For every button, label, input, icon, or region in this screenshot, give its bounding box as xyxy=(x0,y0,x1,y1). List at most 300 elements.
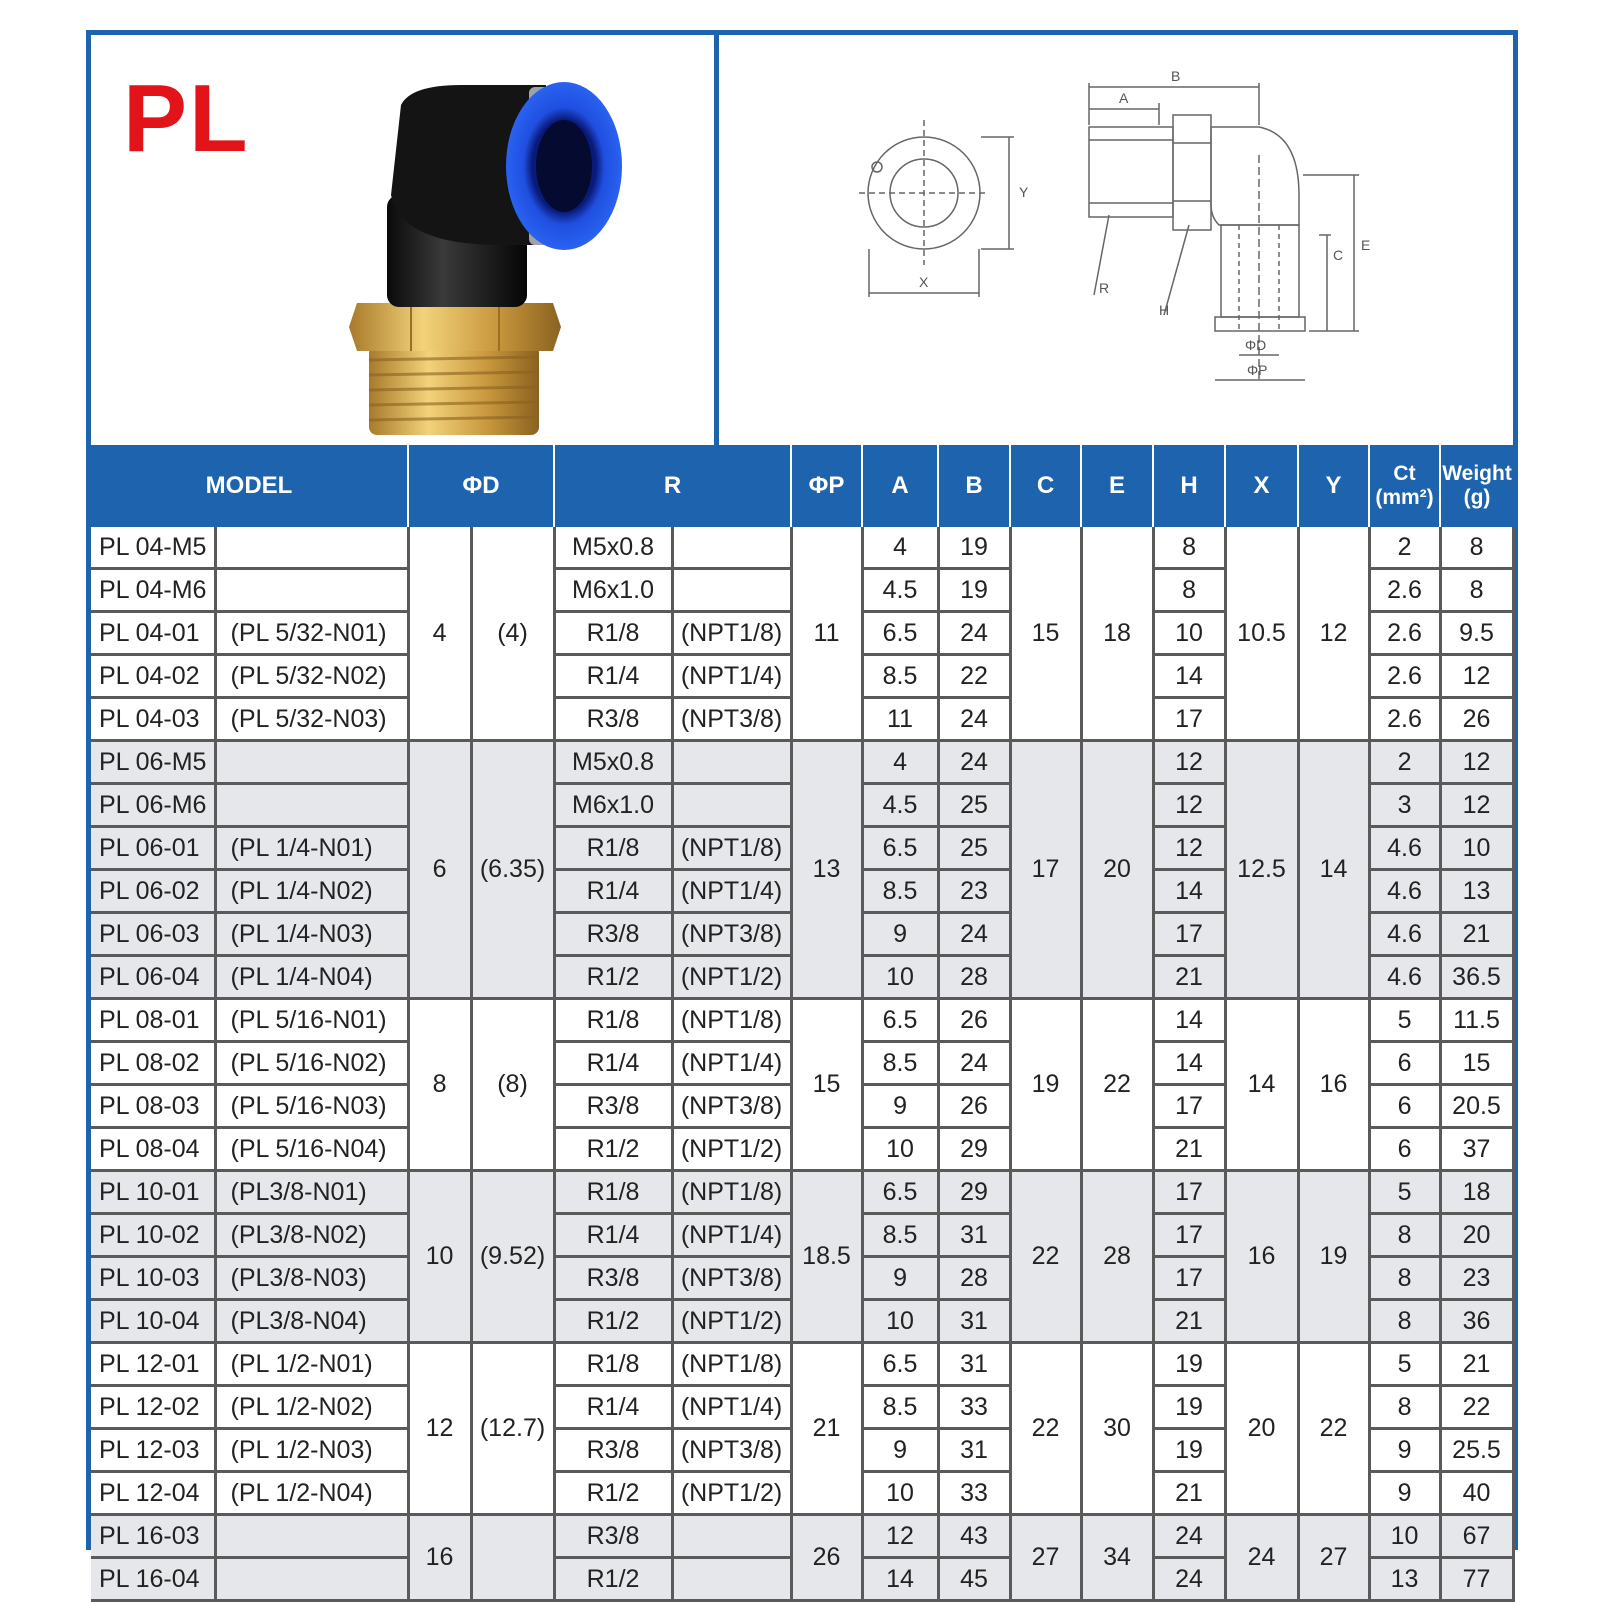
cell-op: 11 xyxy=(791,527,862,741)
cell-alt-model: (PL 1/2-N03) xyxy=(215,1429,408,1472)
cell-r: M5x0.8 xyxy=(554,741,672,784)
cell-r: R1/2 xyxy=(554,1472,672,1515)
drawing-label-e: E xyxy=(1361,237,1371,253)
cell-ct: 9 xyxy=(1369,1472,1440,1515)
cell-r: R1/8 xyxy=(554,612,672,655)
cell-a: 10 xyxy=(862,956,938,999)
cell-model: PL 04-M5 xyxy=(91,527,215,569)
cell-npt xyxy=(672,1515,791,1558)
cell-h: 24 xyxy=(1153,1558,1225,1601)
cell-a: 8.5 xyxy=(862,655,938,698)
cell-h: 19 xyxy=(1153,1429,1225,1472)
cell-h: 17 xyxy=(1153,1085,1225,1128)
cell-a: 8.5 xyxy=(862,870,938,913)
cell-ct: 3 xyxy=(1369,784,1440,827)
cell-npt: (NPT3/8) xyxy=(672,913,791,956)
cell-model: PL 08-03 xyxy=(91,1085,215,1128)
cell-b: 43 xyxy=(938,1515,1010,1558)
cell-e: 22 xyxy=(1081,999,1153,1171)
technical-drawing xyxy=(719,35,1513,445)
cell-alt-model: (PL 5/16-N01) xyxy=(215,999,408,1042)
cell-alt-model xyxy=(215,569,408,612)
cell-h: 14 xyxy=(1153,1042,1225,1085)
cell-h: 17 xyxy=(1153,698,1225,741)
cell-a: 6.5 xyxy=(862,1343,938,1386)
cell-a: 6.5 xyxy=(862,827,938,870)
cell-alt-model: (PL 5/32-N03) xyxy=(215,698,408,741)
drawing-label-c: C xyxy=(1333,247,1344,263)
cell-alt-model xyxy=(215,784,408,827)
cell-r: R1/2 xyxy=(554,956,672,999)
cell-od-inch: (12.7) xyxy=(471,1343,554,1515)
cell-ct: 2 xyxy=(1369,741,1440,784)
drawing-label-op: ΦP xyxy=(1247,362,1268,378)
cell-npt: (NPT3/8) xyxy=(672,1429,791,1472)
cell-r: R3/8 xyxy=(554,1257,672,1300)
cell-npt: (NPT3/8) xyxy=(672,1085,791,1128)
cell-a: 8.5 xyxy=(862,1386,938,1429)
header-od: ΦD xyxy=(408,445,554,527)
cell-weight: 36 xyxy=(1440,1300,1513,1343)
cell-model: PL 08-04 xyxy=(91,1128,215,1171)
cell-ct: 8 xyxy=(1369,1257,1440,1300)
cell-model: PL 10-02 xyxy=(91,1214,215,1257)
cell-b: 24 xyxy=(938,1042,1010,1085)
cell-x: 24 xyxy=(1225,1515,1298,1601)
cell-b: 28 xyxy=(938,956,1010,999)
cell-weight: 67 xyxy=(1440,1515,1513,1558)
cell-npt xyxy=(672,784,791,827)
cell-model: PL 12-03 xyxy=(91,1429,215,1472)
elbow-fitting-image xyxy=(261,45,621,440)
cell-b: 29 xyxy=(938,1171,1010,1214)
cell-weight: 12 xyxy=(1440,655,1513,698)
cell-ct: 8 xyxy=(1369,1214,1440,1257)
cell-npt: (NPT1/2) xyxy=(672,956,791,999)
cell-npt: (NPT3/8) xyxy=(672,1257,791,1300)
cell-model: PL 04-M6 xyxy=(91,569,215,612)
cell-h: 19 xyxy=(1153,1343,1225,1386)
cell-alt-model: (PL 1/2-N01) xyxy=(215,1343,408,1386)
cell-alt-model: (PL 1/4-N01) xyxy=(215,827,408,870)
header-b: B xyxy=(938,445,1010,527)
cell-ct: 13 xyxy=(1369,1558,1440,1601)
cell-weight: 21 xyxy=(1440,913,1513,956)
cell-b: 24 xyxy=(938,698,1010,741)
cell-b: 26 xyxy=(938,1085,1010,1128)
cell-y: 14 xyxy=(1298,741,1369,999)
cell-weight: 22 xyxy=(1440,1386,1513,1429)
cell-model: PL 06-01 xyxy=(91,827,215,870)
cell-npt: (NPT1/8) xyxy=(672,612,791,655)
cell-c: 22 xyxy=(1010,1343,1081,1515)
cell-model: PL 08-01 xyxy=(91,999,215,1042)
cell-y: 27 xyxy=(1298,1515,1369,1601)
cell-r: R1/8 xyxy=(554,827,672,870)
table-row xyxy=(91,1171,1513,1214)
header-x: X xyxy=(1225,445,1298,527)
cell-model: PL 06-M6 xyxy=(91,784,215,827)
cell-npt: (NPT1/8) xyxy=(672,1171,791,1214)
cell-weight: 12 xyxy=(1440,784,1513,827)
drawing-label-b: B xyxy=(1171,68,1181,84)
cell-h: 21 xyxy=(1153,956,1225,999)
cell-op: 13 xyxy=(791,741,862,999)
cell-op: 26 xyxy=(791,1515,862,1601)
cell-model: PL 16-03 xyxy=(91,1515,215,1558)
cell-r: R1/4 xyxy=(554,1214,672,1257)
cell-r: R1/2 xyxy=(554,1128,672,1171)
cell-model: PL 08-02 xyxy=(91,1042,215,1085)
cell-h: 8 xyxy=(1153,569,1225,612)
cell-a: 4.5 xyxy=(862,784,938,827)
cell-ct: 10 xyxy=(1369,1515,1440,1558)
cell-weight: 15 xyxy=(1440,1042,1513,1085)
header-y: Y xyxy=(1298,445,1369,527)
cell-model: PL 04-02 xyxy=(91,655,215,698)
cell-ct: 5 xyxy=(1369,1171,1440,1214)
cell-x: 14 xyxy=(1225,999,1298,1171)
cell-r: R3/8 xyxy=(554,698,672,741)
header-weight-unit: (g) xyxy=(1463,486,1491,509)
cell-ct: 5 xyxy=(1369,1343,1440,1386)
cell-ct: 8 xyxy=(1369,1386,1440,1429)
cell-ct: 5 xyxy=(1369,999,1440,1042)
cell-h: 21 xyxy=(1153,1300,1225,1343)
cell-r: R1/4 xyxy=(554,1386,672,1429)
cell-h: 10 xyxy=(1153,612,1225,655)
cell-ct: 6 xyxy=(1369,1128,1440,1171)
cell-e: 18 xyxy=(1081,527,1153,741)
cell-b: 22 xyxy=(938,655,1010,698)
drawing-label-y: Y xyxy=(1019,184,1029,200)
header-a: A xyxy=(862,445,938,527)
product-photo-panel xyxy=(91,35,719,445)
cell-weight: 37 xyxy=(1440,1128,1513,1171)
cell-weight: 13 xyxy=(1440,870,1513,913)
cell-weight: 9.5 xyxy=(1440,612,1513,655)
cell-a: 10 xyxy=(862,1128,938,1171)
cell-ct: 2.6 xyxy=(1369,655,1440,698)
cell-weight: 12 xyxy=(1440,741,1513,784)
cell-a: 8.5 xyxy=(862,1042,938,1085)
cell-b: 45 xyxy=(938,1558,1010,1601)
cell-ct: 2.6 xyxy=(1369,698,1440,741)
cell-npt: (NPT1/4) xyxy=(672,655,791,698)
cell-b: 31 xyxy=(938,1343,1010,1386)
cell-r: R3/8 xyxy=(554,1515,672,1558)
cell-a: 10 xyxy=(862,1472,938,1515)
drawing-label-h: H xyxy=(1159,302,1170,318)
cell-alt-model: (PL 5/16-N03) xyxy=(215,1085,408,1128)
cell-a: 9 xyxy=(862,1257,938,1300)
cell-b: 33 xyxy=(938,1386,1010,1429)
cell-od-inch: (8) xyxy=(471,999,554,1171)
cell-ct: 4.6 xyxy=(1369,956,1440,999)
cell-alt-model: (PL 1/4-N03) xyxy=(215,913,408,956)
cell-b: 33 xyxy=(938,1472,1010,1515)
cell-od: 16 xyxy=(408,1515,471,1601)
cell-ct: 9 xyxy=(1369,1429,1440,1472)
table-row xyxy=(91,527,1513,569)
cell-npt: (NPT1/8) xyxy=(672,999,791,1042)
cell-h: 12 xyxy=(1153,827,1225,870)
cell-npt: (NPT1/8) xyxy=(672,1343,791,1386)
cell-r: R1/8 xyxy=(554,999,672,1042)
cell-alt-model: (PL 1/4-N02) xyxy=(215,870,408,913)
cell-npt: (NPT1/2) xyxy=(672,1300,791,1343)
cell-od: 6 xyxy=(408,741,471,999)
cell-weight: 77 xyxy=(1440,1558,1513,1601)
cell-a: 10 xyxy=(862,1300,938,1343)
cell-alt-model xyxy=(215,741,408,784)
cell-ct: 4.6 xyxy=(1369,913,1440,956)
cell-b: 19 xyxy=(938,527,1010,569)
cell-od: 12 xyxy=(408,1343,471,1515)
cell-x: 12.5 xyxy=(1225,741,1298,999)
cell-op: 21 xyxy=(791,1343,862,1515)
cell-c: 17 xyxy=(1010,741,1081,999)
cell-od-inch: (6.35) xyxy=(471,741,554,999)
cell-od: 4 xyxy=(408,527,471,741)
spec-table xyxy=(91,445,1515,1602)
cell-c: 19 xyxy=(1010,999,1081,1171)
drawing-label-r: R xyxy=(1099,280,1110,296)
cell-r: R1/2 xyxy=(554,1558,672,1601)
cell-alt-model xyxy=(215,527,408,569)
cell-npt: (NPT1/2) xyxy=(672,1128,791,1171)
cell-y: 12 xyxy=(1298,527,1369,741)
cell-model: PL 16-04 xyxy=(91,1558,215,1601)
cell-b: 26 xyxy=(938,999,1010,1042)
cell-ct: 2.6 xyxy=(1369,569,1440,612)
cell-e: 30 xyxy=(1081,1343,1153,1515)
header-op: ΦP xyxy=(791,445,862,527)
cell-alt-model: (PL 5/16-N02) xyxy=(215,1042,408,1085)
cell-weight: 18 xyxy=(1440,1171,1513,1214)
header-r: R xyxy=(554,445,791,527)
cell-npt xyxy=(672,527,791,569)
cell-b: 19 xyxy=(938,569,1010,612)
cell-h: 17 xyxy=(1153,1171,1225,1214)
header-panels xyxy=(91,35,1513,445)
cell-b: 31 xyxy=(938,1429,1010,1472)
cell-ct: 6 xyxy=(1369,1085,1440,1128)
cell-alt-model: (PL 1/2-N04) xyxy=(215,1472,408,1515)
spec-table-wrapper xyxy=(91,445,1513,1602)
cell-a: 6.5 xyxy=(862,612,938,655)
cell-r: R1/8 xyxy=(554,1171,672,1214)
cell-alt-model: (PL3/8-N03) xyxy=(215,1257,408,1300)
cell-r: R3/8 xyxy=(554,913,672,956)
cell-a: 9 xyxy=(862,1429,938,1472)
cell-npt: (NPT1/4) xyxy=(672,870,791,913)
cell-npt xyxy=(672,741,791,784)
cell-b: 25 xyxy=(938,827,1010,870)
cell-c: 22 xyxy=(1010,1171,1081,1343)
header-e: E xyxy=(1081,445,1153,527)
cell-x: 10.5 xyxy=(1225,527,1298,741)
cell-npt: (NPT1/4) xyxy=(672,1042,791,1085)
cell-model: PL 12-02 xyxy=(91,1386,215,1429)
cell-alt-model: (PL3/8-N02) xyxy=(215,1214,408,1257)
cell-y: 22 xyxy=(1298,1343,1369,1515)
cell-model: PL 04-01 xyxy=(91,612,215,655)
cell-b: 23 xyxy=(938,870,1010,913)
cell-weight: 10 xyxy=(1440,827,1513,870)
cell-model: PL 12-01 xyxy=(91,1343,215,1386)
cell-alt-model: (PL3/8-N01) xyxy=(215,1171,408,1214)
cell-alt-model: (PL 1/2-N02) xyxy=(215,1386,408,1429)
cell-h: 21 xyxy=(1153,1128,1225,1171)
cell-model: PL 06-04 xyxy=(91,956,215,999)
drawing-label-x: X xyxy=(919,274,929,290)
cell-model: PL 12-04 xyxy=(91,1472,215,1515)
series-title: PL xyxy=(123,65,250,172)
cell-npt: (NPT1/4) xyxy=(672,1386,791,1429)
cell-c: 15 xyxy=(1010,527,1081,741)
header-ct-label: Ct xyxy=(1393,461,1416,485)
cell-weight: 21 xyxy=(1440,1343,1513,1386)
table-row xyxy=(91,1343,1513,1386)
cell-h: 14 xyxy=(1153,870,1225,913)
cell-e: 34 xyxy=(1081,1515,1153,1601)
cell-alt-model: (PL 5/32-N01) xyxy=(215,612,408,655)
header-model: MODEL xyxy=(91,445,408,527)
cell-a: 4.5 xyxy=(862,569,938,612)
cell-alt-model: (PL 1/4-N04) xyxy=(215,956,408,999)
cell-npt xyxy=(672,1558,791,1601)
dimension-drawing-panel xyxy=(719,35,1513,445)
cell-npt: (NPT1/4) xyxy=(672,1214,791,1257)
cell-c: 27 xyxy=(1010,1515,1081,1601)
cell-weight: 20.5 xyxy=(1440,1085,1513,1128)
cell-a: 9 xyxy=(862,913,938,956)
cell-e: 20 xyxy=(1081,741,1153,999)
cell-b: 24 xyxy=(938,741,1010,784)
cell-a: 14 xyxy=(862,1558,938,1601)
cell-weight: 8 xyxy=(1440,527,1513,569)
cell-r: R1/8 xyxy=(554,1343,672,1386)
cell-r: R1/2 xyxy=(554,1300,672,1343)
cell-ct: 6 xyxy=(1369,1042,1440,1085)
table-row xyxy=(91,999,1513,1042)
cell-h: 8 xyxy=(1153,527,1225,569)
cell-h: 24 xyxy=(1153,1515,1225,1558)
spec-sheet xyxy=(86,30,1518,1593)
cell-alt-model: (PL 5/32-N02) xyxy=(215,655,408,698)
table-header-row xyxy=(91,445,1513,527)
cell-alt-model xyxy=(215,1558,408,1601)
cell-model: PL 06-03 xyxy=(91,913,215,956)
cell-od-inch: (9.52) xyxy=(471,1171,554,1343)
cell-op: 15 xyxy=(791,999,862,1171)
cell-ct: 8 xyxy=(1369,1300,1440,1343)
cell-od-inch: (4) xyxy=(471,527,554,741)
cell-alt-model xyxy=(215,1515,408,1558)
header-ct xyxy=(1369,445,1440,527)
cell-b: 28 xyxy=(938,1257,1010,1300)
cell-r: R1/4 xyxy=(554,870,672,913)
cell-weight: 11.5 xyxy=(1440,999,1513,1042)
cell-a: 4 xyxy=(862,741,938,784)
cell-a: 6.5 xyxy=(862,999,938,1042)
header-ct-unit: (mm²) xyxy=(1375,486,1434,509)
cell-npt: (NPT3/8) xyxy=(672,698,791,741)
cell-y: 16 xyxy=(1298,999,1369,1171)
cell-b: 24 xyxy=(938,612,1010,655)
cell-weight: 25.5 xyxy=(1440,1429,1513,1472)
cell-ct: 4.6 xyxy=(1369,870,1440,913)
cell-npt: (NPT1/2) xyxy=(672,1472,791,1515)
cell-ct: 2 xyxy=(1369,527,1440,569)
cell-a: 6.5 xyxy=(862,1171,938,1214)
cell-h: 17 xyxy=(1153,913,1225,956)
cell-h: 17 xyxy=(1153,1257,1225,1300)
cell-r: R1/4 xyxy=(554,1042,672,1085)
cell-h: 12 xyxy=(1153,784,1225,827)
cell-model: PL 10-03 xyxy=(91,1257,215,1300)
drawing-label-od: ΦD xyxy=(1245,337,1267,353)
cell-a: 9 xyxy=(862,1085,938,1128)
cell-alt-model: (PL 5/16-N04) xyxy=(215,1128,408,1171)
cell-a: 11 xyxy=(862,698,938,741)
cell-weight: 23 xyxy=(1440,1257,1513,1300)
cell-b: 31 xyxy=(938,1214,1010,1257)
cell-r: M6x1.0 xyxy=(554,569,672,612)
cell-ct: 4.6 xyxy=(1369,827,1440,870)
cell-ct: 2.6 xyxy=(1369,612,1440,655)
cell-alt-model: (PL3/8-N04) xyxy=(215,1300,408,1343)
spec-table-body xyxy=(91,527,1513,1601)
cell-model: PL 06-02 xyxy=(91,870,215,913)
cell-model: PL 04-03 xyxy=(91,698,215,741)
cell-weight: 20 xyxy=(1440,1214,1513,1257)
table-row xyxy=(91,1515,1513,1558)
cell-h: 14 xyxy=(1153,655,1225,698)
cell-r: R1/4 xyxy=(554,655,672,698)
cell-h: 14 xyxy=(1153,999,1225,1042)
cell-npt: (NPT1/8) xyxy=(672,827,791,870)
table-row xyxy=(91,741,1513,784)
cell-b: 29 xyxy=(938,1128,1010,1171)
cell-model: PL 06-M5 xyxy=(91,741,215,784)
cell-npt xyxy=(672,569,791,612)
cell-x: 20 xyxy=(1225,1343,1298,1515)
cell-r: M6x1.0 xyxy=(554,784,672,827)
header-weight xyxy=(1440,445,1513,527)
cell-od: 8 xyxy=(408,999,471,1171)
cell-weight: 40 xyxy=(1440,1472,1513,1515)
cell-od-inch xyxy=(471,1515,554,1601)
cell-a: 4 xyxy=(862,527,938,569)
cell-x: 16 xyxy=(1225,1171,1298,1343)
cell-r: R3/8 xyxy=(554,1085,672,1128)
header-c: C xyxy=(1010,445,1081,527)
cell-h: 21 xyxy=(1153,1472,1225,1515)
cell-b: 31 xyxy=(938,1300,1010,1343)
cell-b: 24 xyxy=(938,913,1010,956)
cell-r: R3/8 xyxy=(554,1429,672,1472)
header-weight-label: Weight xyxy=(1442,461,1512,485)
cell-weight: 26 xyxy=(1440,698,1513,741)
cell-weight: 36.5 xyxy=(1440,956,1513,999)
cell-a: 8.5 xyxy=(862,1214,938,1257)
cell-model: PL 10-04 xyxy=(91,1300,215,1343)
cell-y: 19 xyxy=(1298,1171,1369,1343)
cell-a: 12 xyxy=(862,1515,938,1558)
drawing-label-a: A xyxy=(1119,90,1129,106)
